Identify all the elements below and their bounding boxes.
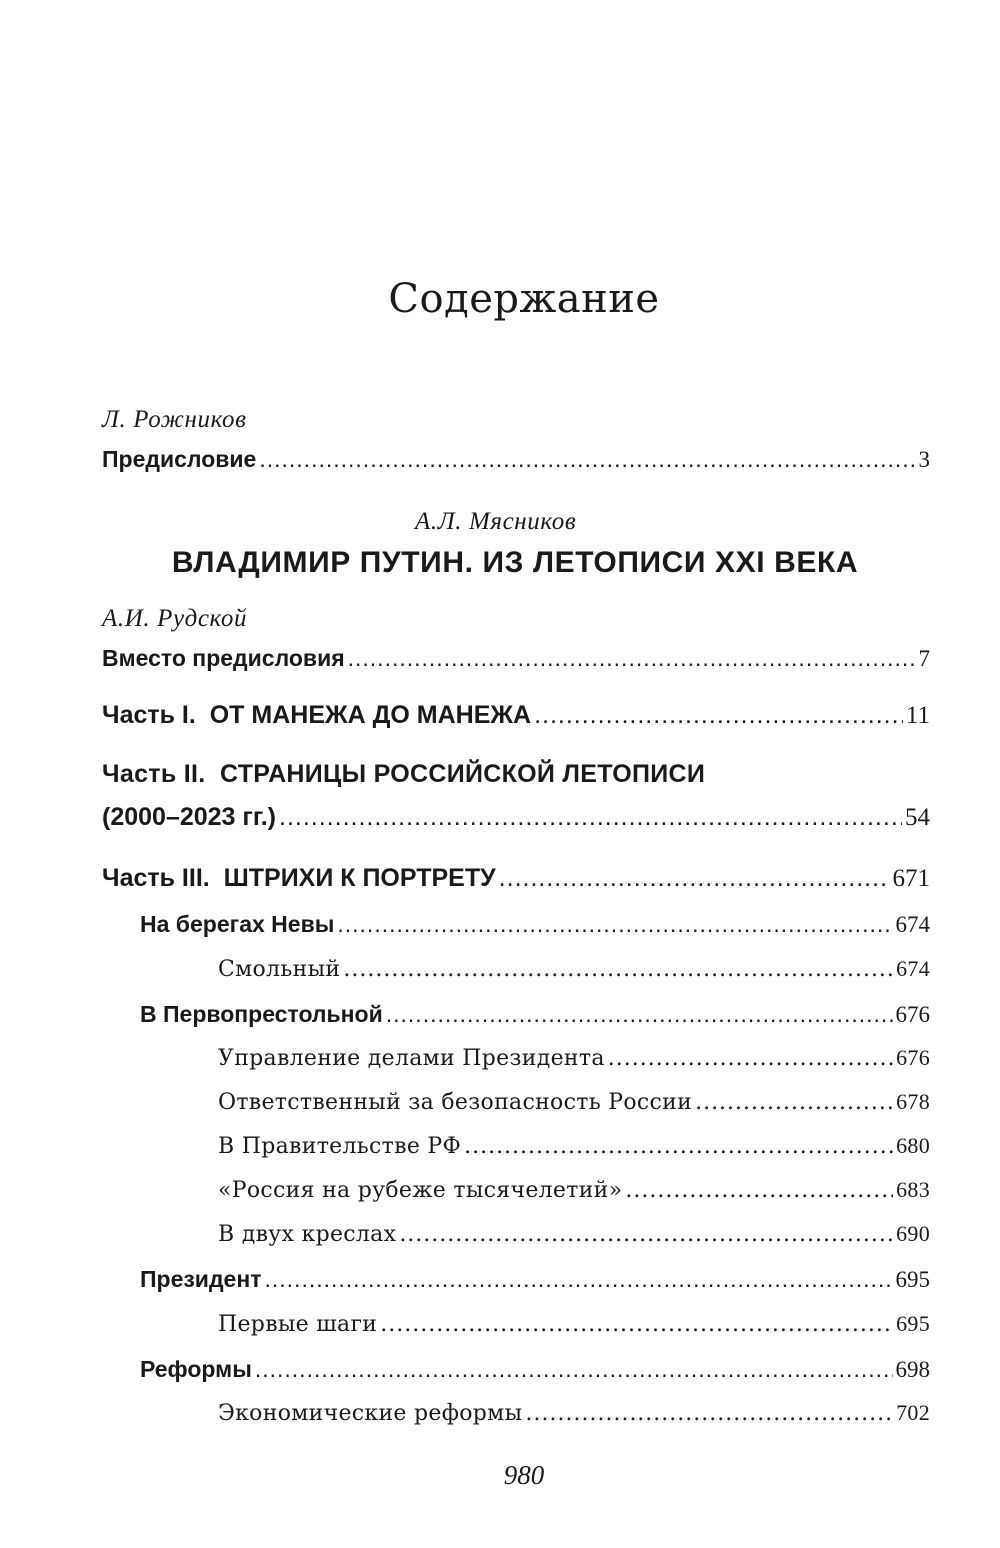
toc-page-number: 690 [896,1221,930,1246]
preface-author: Л. Рожников [102,406,247,433]
toc-page-number: 11 [905,702,930,729]
toc-entry-chapter[interactable] [140,1001,930,1028]
toc-entry-title: «Россия на рубеже тысячелетий» [218,1178,623,1203]
toc-page-number: 683 [896,1177,930,1202]
toc-entry-chapter[interactable] [140,1356,930,1383]
toc-entry-part2-line1[interactable] [102,760,705,789]
toc-entry-title: Президент [140,1266,262,1292]
toc-entry-title: Управление делами Президента [218,1046,605,1071]
toc-page-number: 698 [895,1357,930,1382]
dot-leader [695,1090,893,1115]
dot-leader [255,1356,893,1383]
toc-entry-title: Смольный [218,957,341,982]
toc-page-number: 676 [896,1045,930,1070]
toc-page-number: 676 [895,1002,930,1027]
toc-page-number: 695 [895,1267,930,1292]
dot-leader [279,803,902,832]
part-label: Часть III. [102,864,210,892]
toc-entry-section[interactable] [218,1045,930,1071]
dot-leader [265,1266,893,1293]
dot-leader [259,446,915,473]
toc-entry-title-cont: (2000–2023 гг.) [102,803,276,831]
toc-page-number: 54 [905,804,930,831]
toc-page-number: 674 [896,956,930,981]
toc-entry-title: Ответственный за безопасность России [218,1090,693,1115]
page-title: Содержание [388,276,660,322]
book-title: ВЛАДИМИР ПУТИН. ИЗ ЛЕТОПИСИ XXI ВЕКА [171,546,859,579]
toc-page-number: 3 [918,447,930,472]
toc-page-number: 702 [896,1400,930,1425]
toc-entry-section[interactable] [218,1089,930,1115]
dot-leader [464,1134,893,1159]
intro-author: А.И. Рудской [102,605,248,632]
toc-entry-title: Первые шаги [218,1312,378,1337]
dot-leader [534,701,903,730]
toc-entry-title: Вместо предисловия [102,645,345,671]
dot-leader [337,911,892,938]
toc-entry-title: В Правительстве РФ [218,1134,462,1159]
toc-entry-section[interactable] [218,1311,930,1337]
dot-leader [608,1046,893,1071]
toc-entry-title: Реформы [140,1356,252,1382]
toc-entry-intro[interactable] [102,645,930,672]
toc-entry-title: В двух креслах [218,1222,397,1247]
dot-leader [343,957,893,982]
toc-entry-title: Предисловие [102,446,257,472]
toc-page-number: 680 [896,1133,930,1158]
dot-leader [399,1222,893,1247]
toc-entry-section[interactable] [218,1221,930,1247]
toc-entry-section[interactable] [218,1133,930,1159]
toc-entry-part1[interactable] [102,701,930,730]
toc-entry-part2-line2[interactable] [102,803,930,832]
toc-entry-title: ШТРИХИ К ПОРТРЕТУ [223,864,496,892]
toc-page-number: 671 [892,865,930,892]
toc-entry-title: В Первопрестольной [140,1001,383,1027]
dot-leader [499,864,890,893]
toc-entry-chapter[interactable] [140,911,930,938]
page-number: 980 [503,1460,545,1490]
toc-entry-title: ОТ МАНЕЖА ДО МАНЕЖА [209,701,532,729]
part-label: Часть II. [102,760,206,788]
toc-entry-preface[interactable] [102,446,930,473]
toc-entry-section[interactable] [218,1400,930,1426]
toc-page-number: 695 [896,1311,930,1336]
toc-entry-title: СТРАНИЦЫ РОССИЙСКОЙ ЛЕТОПИСИ [219,760,706,788]
toc-page-number: 7 [918,646,930,671]
toc-entry-part3[interactable] [102,864,930,893]
toc-entry-title: На берегах Невы [140,911,335,937]
dot-leader [625,1178,893,1203]
dot-leader [386,1001,893,1028]
dot-leader [380,1312,893,1337]
toc-page-number: 678 [896,1089,930,1114]
dot-leader [525,1401,893,1426]
part-label: Часть I. [102,701,196,729]
toc-entry-chapter[interactable] [140,1266,930,1293]
toc-page-number: 674 [895,912,930,937]
dot-leader [348,645,916,672]
toc-entry-title: Экономические реформы [218,1401,523,1426]
toc-entry-section[interactable] [218,956,930,982]
toc-entry-section[interactable] [218,1177,930,1203]
book-author: А.Л. Мясников [415,508,577,535]
